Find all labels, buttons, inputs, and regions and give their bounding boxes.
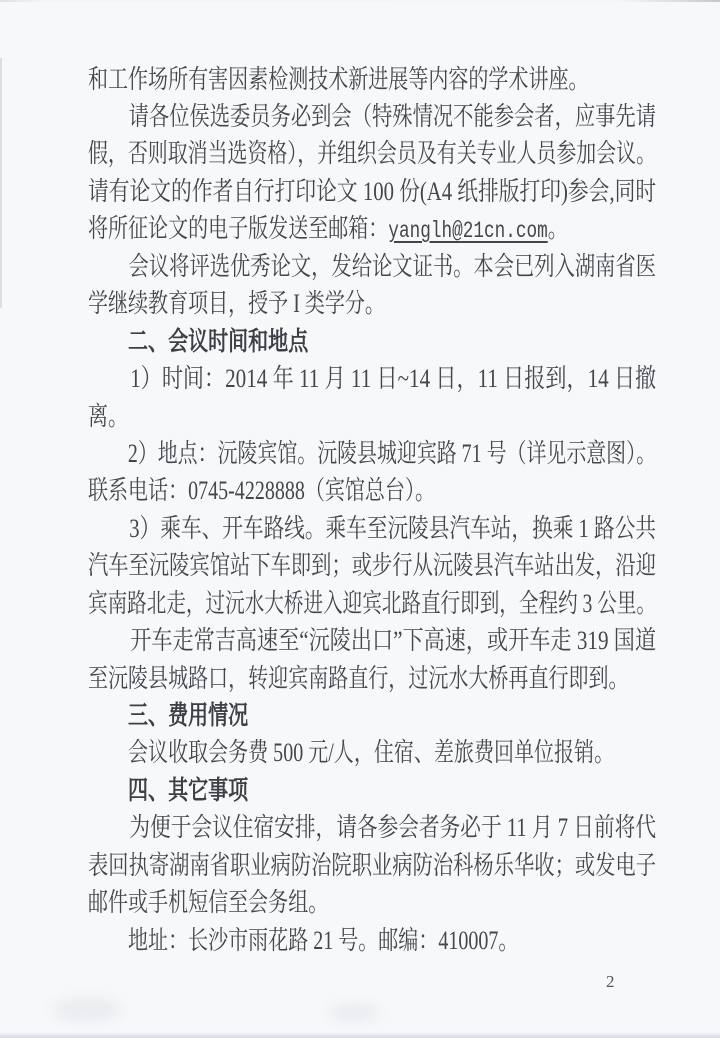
- section-heading-2: 二、会议时间和地点: [128, 325, 309, 356]
- text-line: 假，否则取消当选资格），并组织会员及有关专业人员参加会议。: [88, 139, 657, 169]
- section-heading-3: 三、费用情况: [128, 700, 249, 731]
- text-line: 至沅陵县城路口，转迎宾南路直行，过沅水大桥再直行即到。: [88, 663, 629, 693]
- text-line: 请各位侯选委员务必到会（特殊情况不能参会者，应事先请: [128, 102, 657, 132]
- scan-artifact-bottom-edge: [0, 1032, 720, 1038]
- page-number: 2: [606, 972, 615, 991]
- document-body: [88, 60, 656, 959]
- text-line: 学继续教育项目，授予 I 类学分。: [88, 289, 385, 319]
- text-line-with-email: [88, 210, 568, 250]
- text-line: 1）时间：2014 年 11 月 11 日~14 日，11 日报到，14 日撤: [130, 364, 657, 394]
- text-line: 会议收取会务费 500 元/人，住宿、差旅费回单位报销。: [128, 738, 615, 768]
- text-line: 表回执寄湖南省职业病防治院职业病防治科杨乐华收；或发电子: [88, 850, 657, 880]
- text-line: 宾南路北走，过沅水大桥进入迎宾北路直行即到，全程约 3 公里。: [88, 588, 657, 618]
- text-line: 开车走常吉高速至“沅陵出口”下高速，或开车走 319 国道: [130, 626, 657, 656]
- scan-artifact-left-edge: [0, 58, 2, 308]
- email-line-suffix: 。: [547, 213, 568, 243]
- text-line: 地址：长沙市雨花路 21 号。邮编：410007。: [128, 925, 519, 955]
- email-line-prefix: 将所征论文的电子版发送至邮箱：: [88, 213, 389, 243]
- text-line: 2）地点：沅陵宾馆。沅陵县城迎宾路 71 号（详见示意图）。: [127, 438, 657, 468]
- text-line: 邮件或手机短信至会务组。: [88, 888, 329, 918]
- text-line: 汽车至沅陵宾馆站下车即到；或步行从沅陵县汽车站出发，沿迎: [88, 551, 657, 581]
- text-line: 和工作场所有害因素检测技术新进展等内容的学术讲座。: [88, 64, 589, 94]
- text-line: 3）乘车、开车路线。乘车至沅陵县汽车站，换乘 1 路公共: [129, 513, 657, 543]
- text-line: 离。: [88, 401, 129, 431]
- text-line: 会议将评选优秀论文，发给论文证书。本会已列入湖南省医: [128, 251, 657, 281]
- email-address: yanglh@21cn.com: [388, 217, 548, 244]
- scan-smudge: [52, 998, 122, 1022]
- scan-artifact-top-edge: [0, 0, 720, 2]
- scan-smudge: [328, 1004, 380, 1022]
- text-line: 为便于会议住宿安排，请各参会者务必于 11 月 7 日前将代: [129, 813, 657, 843]
- text-line: 请有论文的作者自行打印论文 100 份(A4 纸排版打印)参会,同时: [88, 176, 657, 206]
- text-line: 联系电话：0745-4228888（宾馆总台）。: [88, 476, 436, 506]
- section-heading-4: 四、其它事项: [128, 774, 249, 805]
